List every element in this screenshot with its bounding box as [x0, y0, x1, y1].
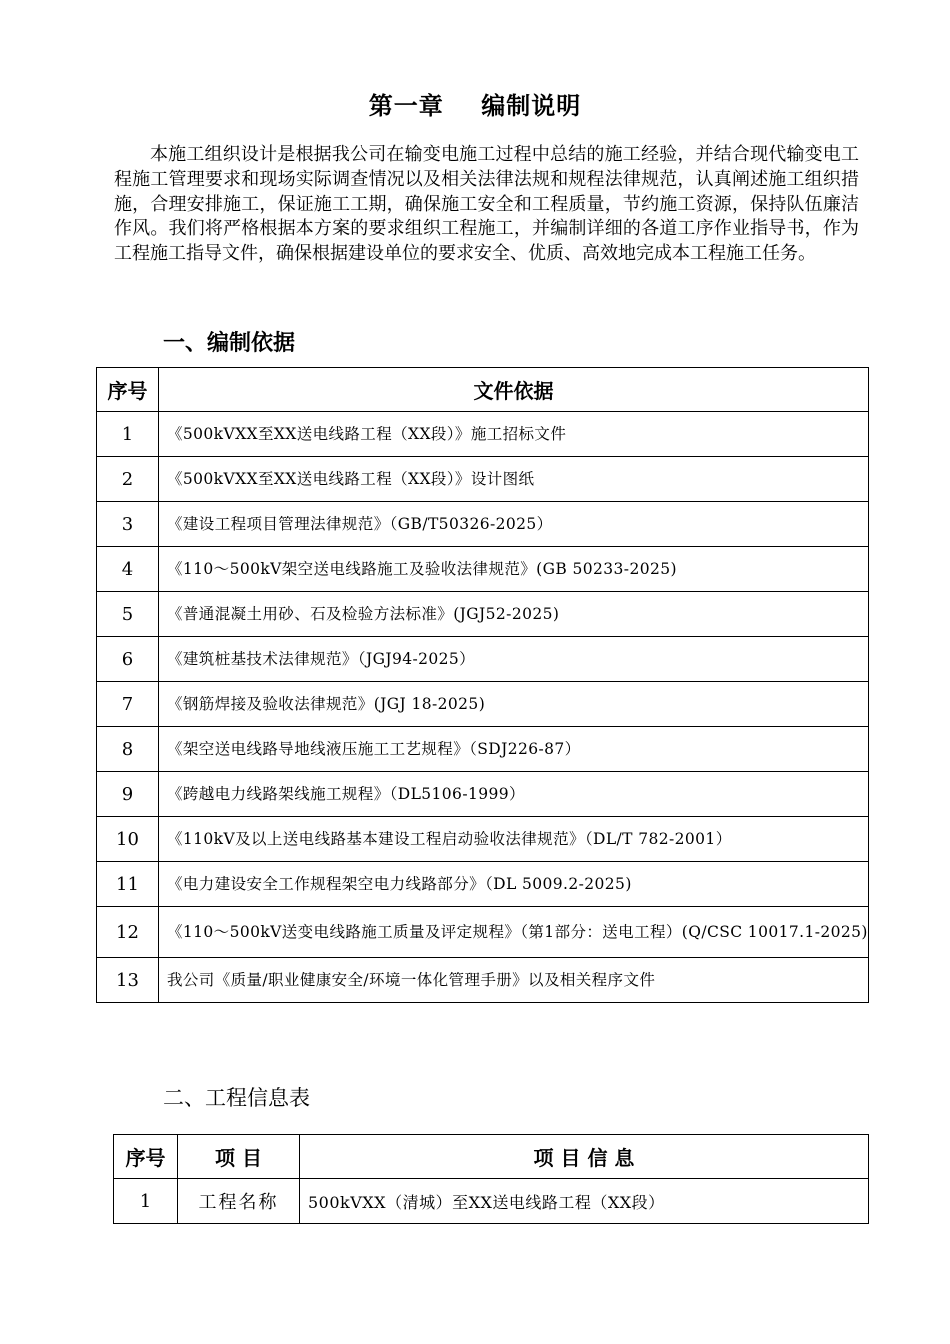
document-reference: 《电力建设安全工作规程架空电力线路部分》（DL 5009.2-2025) — [159, 862, 869, 907]
item-info: 500kVXX（清城）至XX送电线路工程（XX段） — [300, 1179, 869, 1224]
table-row — [97, 907, 869, 958]
header-no: 序号 — [97, 368, 159, 412]
table-row — [97, 457, 869, 502]
table-row — [97, 547, 869, 592]
row-number: 12 — [97, 907, 159, 958]
table-row — [97, 592, 869, 637]
row-number: 1 — [114, 1179, 178, 1224]
document-reference: 《钢筋焊接及验收法律规范》(JGJ 18-2025) — [159, 682, 869, 727]
row-number: 2 — [97, 457, 159, 502]
table-row — [97, 412, 869, 457]
table-row — [97, 862, 869, 907]
document-reference: 《跨越电力线路架线施工规程》（DL5106-1999） — [159, 772, 869, 817]
table-row — [97, 637, 869, 682]
document-reference: 《500kVXX至XX送电线路工程（XX段）》设计图纸 — [159, 457, 869, 502]
row-number: 1 — [97, 412, 159, 457]
table-header-row — [114, 1135, 869, 1179]
header-item: 项 目 — [178, 1135, 300, 1179]
row-number: 9 — [97, 772, 159, 817]
document-reference: 《建筑桩基技术法律规范》（JGJ94-2025） — [159, 637, 869, 682]
table-row — [97, 817, 869, 862]
document-reference: 《架空送电线路导地线液压施工工艺规程》（SDJ226-87） — [159, 727, 869, 772]
table-row — [114, 1179, 869, 1224]
document-reference: 我公司《质量/职业健康安全/环境一体化管理手册》以及相关程序文件 — [159, 958, 869, 1003]
document-reference: 《110kV及以上送电线路基本建设工程启动验收法律规范》（DL/T 782-2001） — [159, 817, 869, 862]
row-number: 8 — [97, 727, 159, 772]
chapter-title: 第一章 编制说明 — [368, 92, 582, 120]
document-reference: 《建设工程项目管理法律规范》（GB/T50326-2025） — [159, 502, 869, 547]
header-doc: 文件依据 — [159, 368, 869, 412]
section-heading-basis: 一、编制依据 — [163, 331, 296, 356]
row-number: 6 — [97, 637, 159, 682]
table-row — [97, 727, 869, 772]
row-number: 13 — [97, 958, 159, 1003]
basis-table-body — [97, 412, 869, 1003]
row-number: 11 — [97, 862, 159, 907]
header-no: 序号 — [114, 1135, 178, 1179]
header-info: 项 目 信 息 — [300, 1135, 869, 1179]
document-reference: 《110～500kV架空送电线路施工及验收法律规范》(GB 50233-2025) — [159, 547, 869, 592]
row-number: 4 — [97, 547, 159, 592]
section-heading-project-info: 二、工程信息表 — [163, 1086, 310, 1110]
document-reference: 《500kVXX至XX送电线路工程（XX段）》施工招标文件 — [159, 412, 869, 457]
table-row — [97, 682, 869, 727]
row-number: 5 — [97, 592, 159, 637]
row-number: 7 — [97, 682, 159, 727]
table-row — [97, 958, 869, 1003]
project-info-table — [113, 1134, 869, 1224]
table-header-row — [97, 368, 869, 412]
table-row — [97, 502, 869, 547]
table-row — [97, 772, 869, 817]
row-number: 10 — [97, 817, 159, 862]
basis-table — [96, 367, 869, 1003]
document-reference: 《普通混凝土用砂、石及检验方法标准》(JGJ52-2025) — [159, 592, 869, 637]
intro-paragraph: 本施工组织设计是根据我公司在输变电施工过程中总结的施工经验，并结合现代输变电工程施工管理要求和现场实际调查情况以及相关法律法规和规程法律规范，认真阐述施工组织措施，合理安排施工，保证施工工期，确保施工安全和工程质量，节约施工资源，保持队伍廉洁作风。我们将严格根据本方案的要求组织工程施工，并编制详细的各道工序作业指导书，作为工程施工指导文件，确保根据建设单位的要求安全、优质、高效地完成本工程施工任务。 — [114, 144, 859, 265]
document-reference: 《110～500kV送变电线路施工质量及评定规程》（第1部分：送电工程）(Q/CSC 10017.1-2025) — [159, 907, 869, 958]
project-info-table-body — [114, 1179, 869, 1224]
row-number: 3 — [97, 502, 159, 547]
item-name: 工程名称 — [178, 1179, 300, 1224]
